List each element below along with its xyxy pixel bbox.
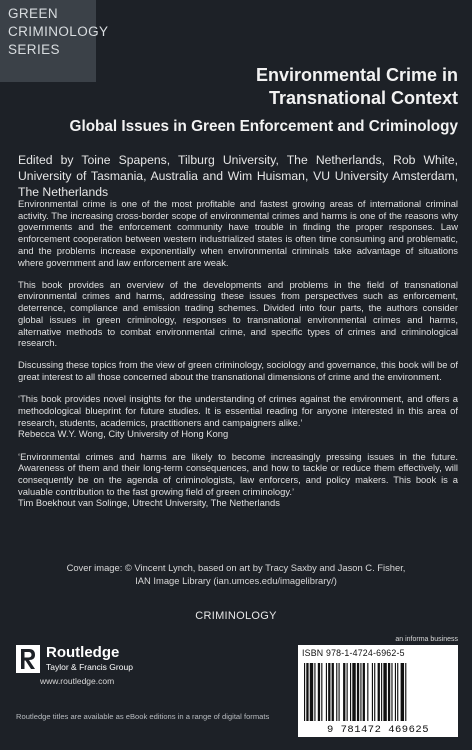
blurb-paragraph-1: Environmental crime is one of the most profitable and fastest growing areas of international criminal activity. The increasing cross-border scope of environmental crimes and harms is one of the reasons why governments and the enforcement community have trouble in finding the proper responses. Law enforcement cooperation between western industrialized states is often time consuming and problematic, and the problems increase exponentially when environmental criminals take advantage of situations where government and law enforcement are weak. [18,198,458,268]
barcode-bar [347,663,348,721]
cover-credit [0,562,472,587]
barcode-bar [352,663,355,721]
routledge-logo-icon [16,645,40,673]
endorsement-1 [18,393,458,440]
barcode-bar [306,663,308,721]
barcode-bar [363,663,365,721]
cover-credit-line-2: IAN Image Library (ian.umces.edu/imagelibrary/) [135,574,337,586]
barcode-bar [360,663,361,721]
barcode-bar [314,663,315,721]
series-line-3: SERIES [8,42,60,57]
title-line-1: Environmental Crime in [255,65,458,85]
barcode-bar [405,663,406,721]
endorsement-2-attribution: Tim Boekhout van Solinge, Utrecht University, The Netherlands [18,497,280,509]
series-line-1: GREEN [8,6,59,21]
publisher-group: Taylor & Francis Group [46,662,133,672]
barcode-bar [321,663,322,721]
isbn-label: ISBN 978-1-4724-6962-5 [302,648,405,658]
barcode-bar [304,663,305,721]
barcode-bar [339,663,340,721]
publisher-name: Routledge [46,644,120,661]
barcode-bar [350,663,351,721]
blurb [18,198,458,520]
publisher-website: www.routledge.com [40,676,115,686]
barcode-bar [374,663,375,721]
barcode-bar [378,663,380,721]
endorsement-2-text: ‘Environmental crimes and harms are likely to become increasingly pressing issues in the future. Awareness of them and their long-term consequences, and how to tackle or reduce them effectively, will consequently be on the agenda of criminologists, law enforcers, and policy makers. This book is a valuable contribution to the fast growing field of green criminology.’ [18,450,458,497]
barcode-bar [397,663,398,721]
informa-tagline: an informa business [395,636,458,643]
series-line-2: CRIMINOLOGY [8,24,109,39]
barcode-bar [318,663,320,721]
blurb-paragraph-3: Discussing these topics from the view of green criminology, sociology and governance, this book will be of great interest to all those concerned about the transnational dimensions of crime and the environment. [18,359,458,383]
endorsement-1-text: ‘This book provides novel insights for the understanding of crimes against the environment, and offers a methodological blueprint for future studies. It is essential reading for anyone interested in this area of research, students, academics, practitioners and campaigners alike.’ [18,393,458,428]
barcode-block [298,645,458,737]
book-title [256,64,458,110]
isbn-digits: 9 781472 469625 [326,724,429,736]
barcode-bar [343,663,345,721]
barcode-bar [391,663,392,721]
title-line-2: Transnational Context [268,88,458,108]
barcode-bar [332,663,334,721]
blurb-paragraph-2: This book provides an overview of the developments and problems in the field of transnational environmental crimes and harms, addressing these issues from perspectives such as enforcement, deterrence, compliance and emission trading schemes. Divided into four parts, the authors consider global issues in green criminology, responses to transnational environmental crimes and harms, alternative methods to combat environmental crime, and specific types of crimes and criminological research. [18,278,458,349]
endorsement-2 [18,451,458,510]
barcode-bar [381,663,382,721]
cover-credit-line-1: Cover image: © Vincent Lynch, based on art by Tracy Saxby and Jason C. Fisher, [66,562,406,573]
editors-statement: Edited by Toine Spapens, Tilburg University, The Netherlands, Rob White, University of Tasmania, Australia and Wim Huisman, VU University Amsterdam, The Netherlands [18,153,458,199]
barcode-bar [326,663,327,721]
barcode-bar [372,663,373,721]
barcode-bar [328,663,330,721]
barcode-bar [367,663,368,721]
barcode-icon [304,663,452,721]
endorsement-1-attribution: Rebecca W.Y. Wong, City University of Hong Kong [18,428,229,440]
series-badge [0,0,109,82]
barcode-bar [395,663,396,721]
barcode-bar [388,663,390,721]
book-subtitle: Global Issues in Green Enforcement and Criminology [69,118,458,135]
barcode-bar [336,663,337,721]
ebook-note: Routledge titles are available as eBook editions in a range of digital formats [16,712,270,721]
barcode-bar [383,663,386,721]
subject-category: CRIMINOLOGY [195,610,277,622]
barcode-bar [310,663,313,721]
barcode-bar [357,663,359,721]
barcode-bar [401,663,404,721]
